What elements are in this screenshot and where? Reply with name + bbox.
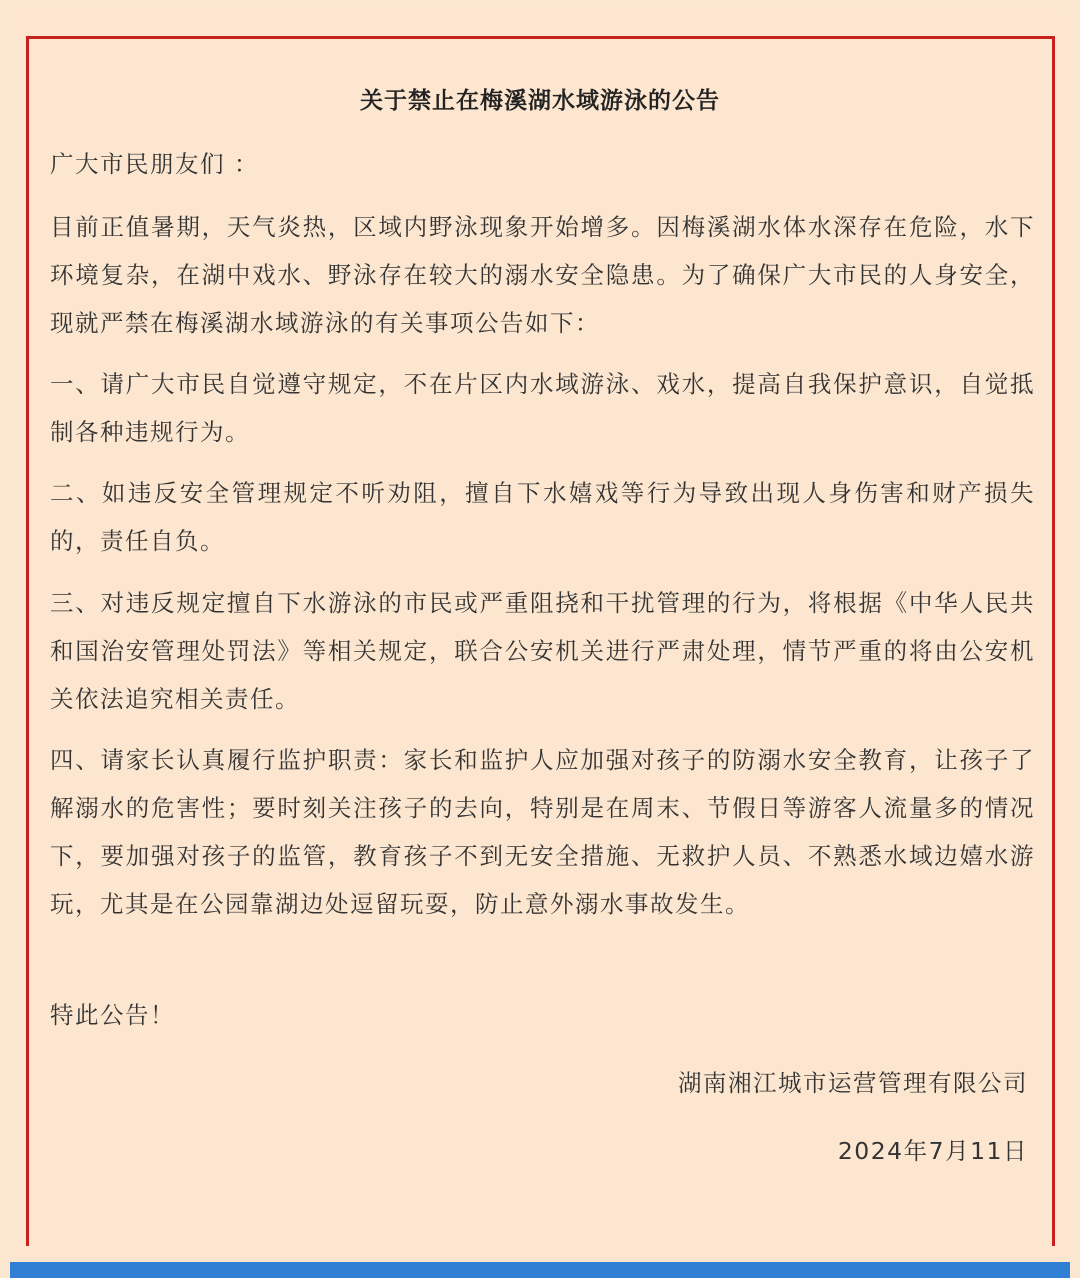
- notice-item-2: 二、如违反安全管理规定不听劝阻，擅自下水嬉戏等行为导致出现人身伤害和财产损失的，责任自负。: [50, 479, 1035, 555]
- intro-paragraph: 目前正值暑期，天气炎热，区域内野泳现象开始增多。因梅溪湖水体水深存在危险，水下环境复杂，在湖中戏水、野泳存在较大的溺水安全隐患。为了确保广大市民的人身安全，现就严禁在梅溪湖水域游泳的有关事项公告如下：: [50, 213, 1035, 337]
- issuer-name: 湖南湘江城市运营管理有限公司: [678, 1069, 1028, 1097]
- notice-item-3: 三、对违反规定擅自下水游泳的市民或严重阻挠和干扰管理的行为，将根据《中华人民共和国治安管理处罚法》等相关规定，联合公安机关进行严肃处理，情节严重的将由公安机关依法追究相关责任。: [50, 589, 1035, 713]
- issue-date: 2024年7月11日: [837, 1137, 1028, 1165]
- salutation: 广大市民朋友们 ：: [50, 150, 259, 178]
- notice-title: 关于禁止在梅溪湖水域游泳的公告: [360, 88, 720, 114]
- bottom-blue-bar: [10, 1262, 1070, 1278]
- notice-item-1: 一、请广大市民自觉遵守规定，不在片区内水域游泳、戏水，提高自我保护意识，自觉抵制各种违规行为。: [50, 370, 1035, 446]
- closing-line: 特此公告！: [50, 1001, 175, 1029]
- notice-item-4: 四、请家长认真履行监护职责：家长和监护人应加强对孩子的防溺水安全教育，让孩子了解溺水的危害性；要时刻关注孩子的去向，特别是在周末、节假日等游客人流量多的情况下，要加强对孩子的监管，教育孩子不到无安全措施、无救护人员、不熟悉水域边嬉水游玩，尤其是在公园靠湖边处逗留玩耍，防止意外溺水事故发生。: [50, 746, 1035, 918]
